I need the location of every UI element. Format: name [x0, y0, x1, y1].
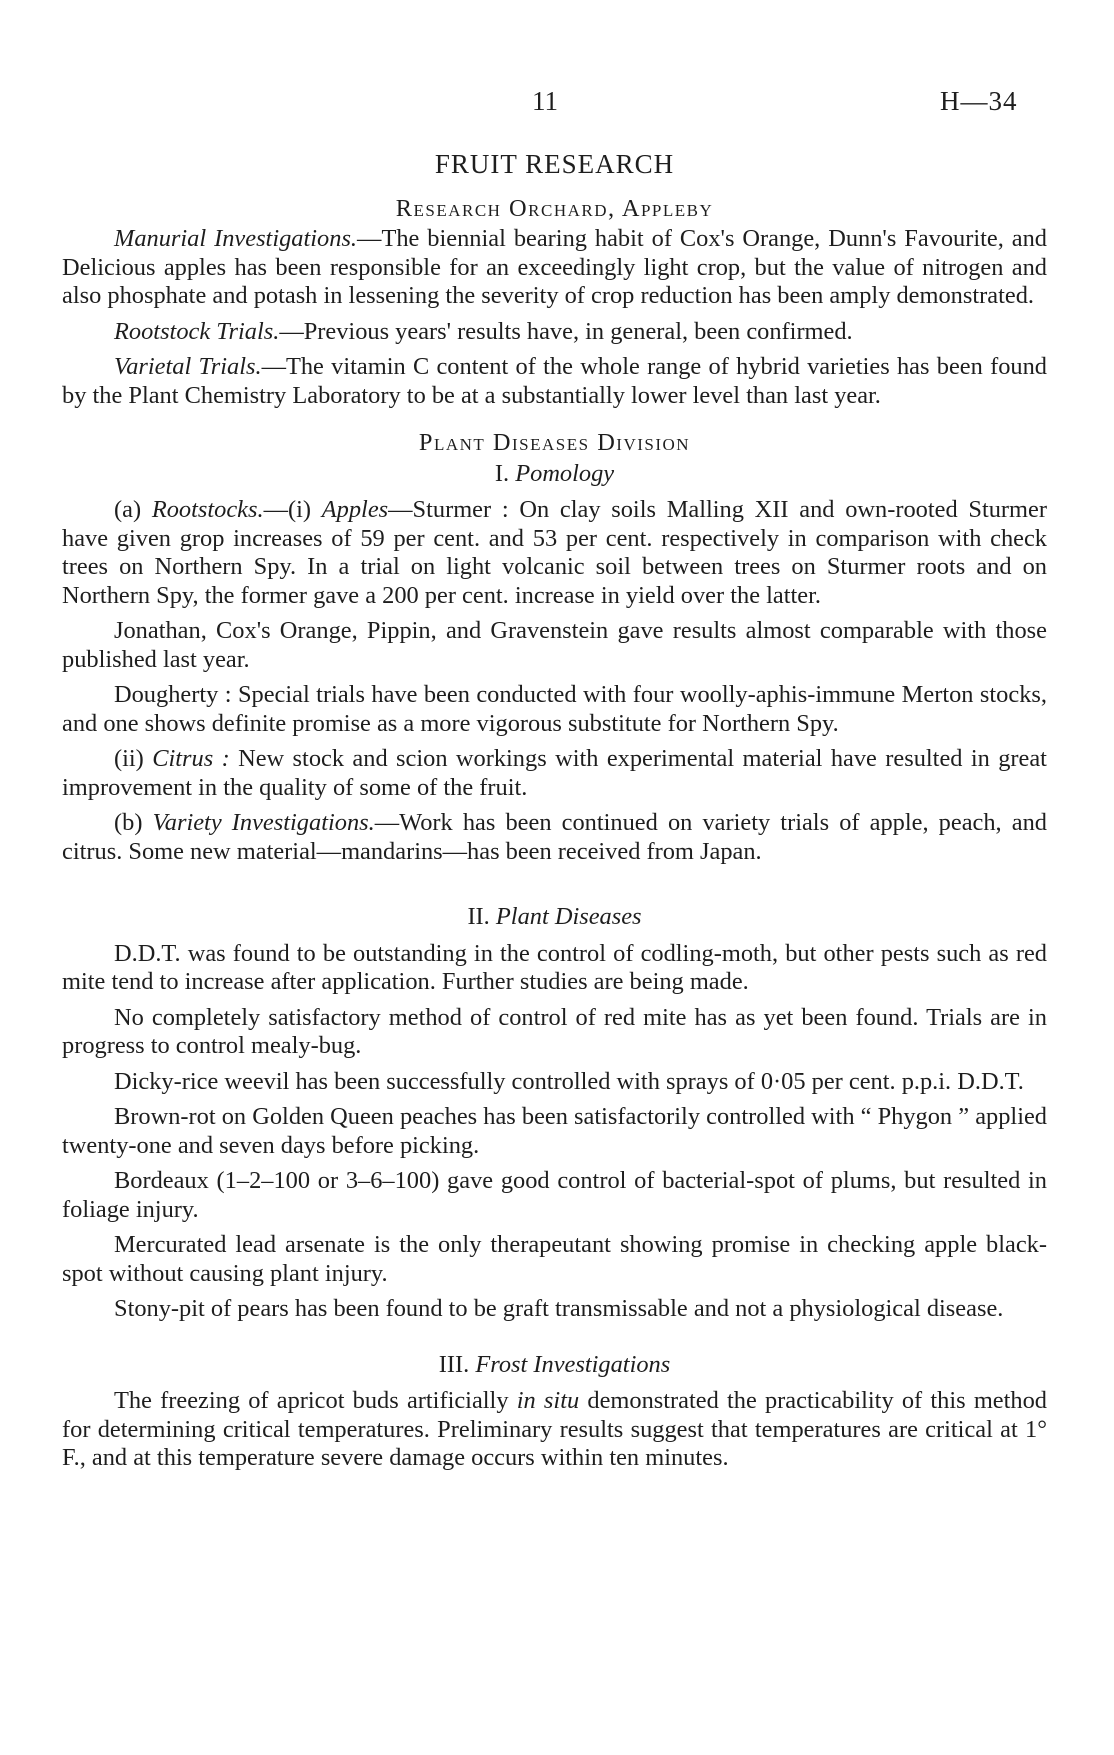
citrus-prefix: (ii): [114, 745, 144, 772]
paragraph-rootstock-trials: [62, 318, 1047, 347]
frost-text-before: The freezing of apricot buds artificially: [114, 1387, 517, 1414]
paragraph-red-mite: No completely satisfactory method of control of red mite has as yet been found. Trials are in progress to control mealy-bug.: [62, 1003, 1047, 1059]
rootstocks-dash: —(i): [263, 496, 312, 523]
document-reference: H—34: [940, 86, 1018, 116]
citrus-label: Citrus :: [152, 745, 230, 772]
varietal-text: —The vitamin C content of the whole range of hybrid varieties has been found by the Plant Chemistry Laboratory to be at a substantially lower level than last year.: [62, 353, 1047, 409]
page-content: [62, 150, 1047, 1480]
paragraph-mercurated-lead-arsenate: Mercurated lead arsenate is the only therapeutant showing promise in checking apple black-spot without causing plant injury.: [62, 1231, 1047, 1287]
variety-text: —Work has been continued on variety trials of apple, peach, and citrus. Some new material—mandarins—has been received from Japan.: [62, 809, 1047, 865]
rootstock-label: Rootstock Trials.: [114, 317, 280, 345]
apples-label: Apples: [321, 496, 389, 523]
paragraph-variety-investigations: [62, 809, 1047, 866]
section-heading-research-orchard: Research Orchard, Appleby: [395, 194, 714, 222]
subsection-heading-plant-diseases: [62, 903, 1047, 932]
frost-text-after: demonstrated the practicability of this method for determining critical temperatures. Preliminary results suggest that temperatures are critical at 1° F., and at this temperature severe damage occurs within ten minutes.: [62, 1387, 1047, 1471]
rootstock-text: —Previous years' results have, in general, been confirmed.: [279, 317, 853, 345]
paragraph-frost-investigations: [62, 1387, 1047, 1473]
paragraph-jonathan: Jonathan, Cox's Orange, Pippin, and Gravenstein gave results almost comparable with those published last year.: [62, 617, 1047, 673]
paragraph-varietal-trials: [62, 353, 1047, 410]
paragraph-ddt-codling-moth: D.D.T. was found to be outstanding in the control of codling-moth, but other pests such as red mite tend to increase after application. Further studies are being made.: [62, 939, 1047, 995]
pomology-numeral: I.: [494, 459, 510, 487]
section-heading-plant-diseases-division: Plant Diseases Division: [418, 429, 691, 456]
manurial-text: —The biennial bearing habit of Cox's Orange, Dunn's Favourite, and Delicious apples has been responsible for an exceedingly light crop, but the value of nitrogen and also phosphate and potash in lessening the severity of crop reduction has been amply demonstrated.: [62, 225, 1048, 309]
paragraph-manurial: [62, 225, 1047, 311]
subsection-heading-pomology: [62, 460, 1047, 489]
plant-diseases-numeral: II.: [467, 903, 490, 930]
plant-diseases-title: Plant Diseases: [495, 903, 642, 930]
frost-italic-in-situ: in situ: [516, 1387, 580, 1414]
pomology-title: Pomology: [515, 459, 615, 487]
paragraph-bordeaux: Bordeaux (1–2–100 or 3–6–100) gave good control of bacterial-spot of plums, but resulted in foliage injury.: [62, 1167, 1047, 1223]
frost-numeral: III.: [438, 1350, 470, 1378]
page-number: 11: [532, 86, 558, 116]
varietal-label: Varietal Trials.: [114, 353, 262, 380]
paragraph-dicky-rice-weevil: Dicky-rice weevil has been successfully controlled with sprays of 0·05 per cent. p.p.i. D.D.T.: [114, 1067, 1024, 1095]
paragraph-citrus: [62, 745, 1047, 802]
variety-label: Variety Investigations.: [152, 809, 375, 836]
paragraph-stony-pit: Stony-pit of pears has been found to be graft transmissable and not a physiological disease.: [114, 1295, 1004, 1322]
paragraph-brown-rot: Brown-rot on Golden Queen peaches has been satisfactorily controlled with “ Phygon ” applied twenty-one and seven days before picking.: [62, 1103, 1047, 1159]
subsection-heading-frost: [62, 1351, 1047, 1380]
rootstocks-text: —Sturmer : On clay soils Malling XII and own-rooted Sturmer have given grop increases of 59 per cent. and 53 per cent. respectively in comparison with check trees on Northern Spy. In a trial on light volcanic soil between trees on Sturmer roots and on Northern Spy, the former gave a 200 per cent. increase in yield over the latter.: [62, 496, 1047, 609]
page-title: FRUIT RESEARCH: [434, 149, 675, 179]
frost-title: Frost Investigations: [475, 1350, 671, 1378]
page-header: [0, 86, 1114, 122]
paragraph-rootstocks: [62, 496, 1047, 610]
citrus-text: New stock and scion workings with experimental material have resulted in great improvement in the quality of some of the fruit.: [62, 745, 1047, 801]
variety-letter: (b): [114, 809, 143, 836]
rootstocks-letter: (a): [114, 496, 142, 523]
paragraph-dougherty: Dougherty : Special trials have been conducted with four woolly-aphis-immune Merton stocks, and one shows definite promise as a more vigorous substitute for Northern Spy.: [62, 681, 1047, 737]
rootstocks-label: Rootstocks.: [151, 496, 264, 523]
manurial-label: Manurial Investigations.: [114, 225, 358, 252]
